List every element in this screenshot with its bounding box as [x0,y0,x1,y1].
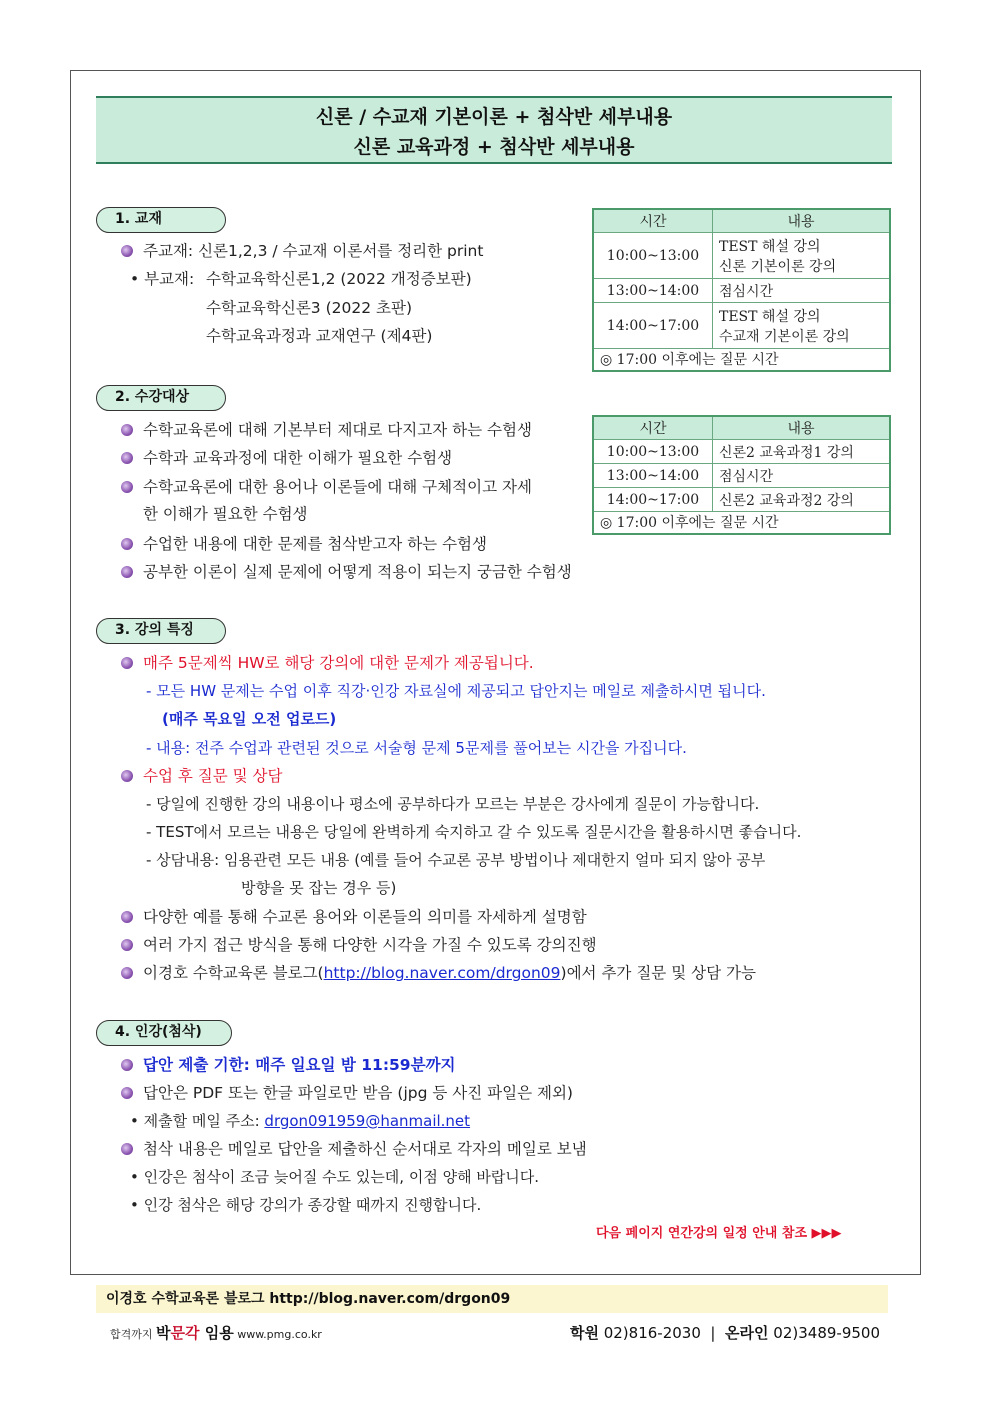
bullet-icon [121,452,133,464]
row-content [713,233,891,279]
table-row [593,488,890,512]
bullet-icon [121,967,133,979]
publisher-logo [110,1322,322,1343]
order: 첨삭 내용은 메일로 답안을 제출하신 순서대로 각자의 메일로 보냄 [143,1140,587,1158]
table-row [593,349,890,371]
qa-detail-2: - TEST에서 모르는 내용은 당일에 완벽하게 숙지하고 갈 수 있도록 질문시간을 활용하시면 좋습니다. [146,823,802,841]
row-time: 10:00~13:00 [593,440,713,464]
blog-suffix: )에서 추가 질문 및 상담 가능 [560,964,756,982]
row-time: 14:00~17:00 [593,303,713,349]
target-item: 수학교육론에 대한 용어나 이론들에 대해 구체적이고 자세 [143,478,532,496]
footer-blog-bar: 이경호 수학교육론 블로그 http://blog.naver.com/drgon09 [96,1285,888,1313]
textbook-main: 주교재: 신론1,2,3 / 수교재 이론서를 정리한 print [143,242,484,260]
deadline: 답안 제출 기한: 매주 일요일 밤 11:59분까지 [143,1056,456,1074]
bullet-icon [121,538,133,550]
hw-detail-2: - 내용: 전주 수업과 관련된 것으로 서술형 문제 5문제를 풀어보는 시간을 가집니다. [146,739,687,757]
section-features-heading: 3. 강의 특징 [96,618,226,644]
online-label: 온라인 [725,1324,769,1342]
row-content: 점심시간 [713,279,891,303]
contact-separator: | [710,1324,716,1342]
row-time: 13:00~14:00 [593,279,713,303]
row-time: 14:00~17:00 [593,488,713,512]
row-content: 신론2 교육과정2 강의 [713,488,891,512]
feature-blog [143,962,756,984]
target-item: 공부한 이론이 실제 문제에 어떻게 적용이 되는지 궁금한 수험생 [143,563,572,581]
mail-row [130,1110,470,1132]
bullet-icon [121,1059,133,1071]
bullet-icon [121,770,133,782]
table-row [593,440,890,464]
table-header-time: 시간 [593,416,713,440]
bullet-icon [121,1143,133,1155]
academy-label: 학원 [569,1324,599,1342]
blog-link[interactable]: http://blog.naver.com/drgon09 [323,964,561,982]
schedule-table-2 [592,415,891,535]
title-line-2: 신론 교육과정 + 첨삭반 세부내용 [353,136,635,158]
mail-label: • 제출할 메일 주소: [130,1112,260,1130]
contact-info [570,1322,880,1343]
logo-brand [156,1324,234,1342]
row-content [713,303,891,349]
row-time: 10:00~13:00 [593,233,713,279]
textbook-sub-3: 수학교육과정과 교재연구 (제4판) [206,327,433,345]
table-row [593,464,890,488]
row-content-line: 수교재 기본이론 강의 [719,328,850,345]
mail-link[interactable]: drgon091959@hanmail.net [264,1112,471,1130]
format: 답안은 PDF 또는 한글 파일로만 받음 (jpg 등 사진 파일은 제외) [143,1084,573,1102]
table-header-content: 내용 [713,416,891,440]
textbook-sub-label: • 부교재: [130,270,195,288]
target-item: 수업한 내용에 대한 문제를 첨삭받고자 하는 수험생 [143,535,487,553]
table-row [593,303,890,349]
target-item-cont: 한 이해가 필요한 수험생 [143,505,308,523]
academy-phone: 02)816-2030 [603,1324,701,1342]
table-header-content: 내용 [713,209,891,233]
table-row [593,233,890,279]
feature-item: 여러 가지 접근 방식을 통해 다양한 시각을 가질 수 있도록 강의진행 [143,936,597,954]
logo-slogan: 합격까지 [110,1328,153,1341]
section-online-heading: 4. 인강(첨삭) [96,1020,232,1046]
hw-title: 매주 5문제씩 HW로 해당 강의에 대한 문제가 제공됩니다. [143,654,534,672]
target-item: 수학과 교육과정에 대한 이해가 필요한 수험생 [143,449,453,467]
table-header-time: 시간 [593,209,713,233]
feature-item: 다양한 예를 통해 수교론 용어와 이론들의 의미를 자세하게 설명함 [143,908,587,926]
row-content-line: TEST 해설 강의 [719,308,821,325]
qa-detail-3: - 상담내용: 임용관련 모든 내용 (예를 들어 수교론 공부 방법이나 제대한지 얼마 되지 않아 공부 [146,851,766,869]
bullet-icon [121,566,133,578]
bullet-icon [121,939,133,951]
section-target-heading: 2. 수강대상 [96,385,226,411]
bullet-icon [121,481,133,493]
table-note: ◎ 17:00 이후에는 질문 시간 [593,349,890,371]
section-textbook-heading: 1. 교재 [96,207,226,233]
row-content-line: TEST 해설 강의 [719,238,821,255]
next-page-note: 다음 페이지 연간강의 일정 안내 참조 ▶▶▶ [596,1226,842,1241]
hw-detail-1: - 모든 HW 문제는 수업 이후 직강·인강 자료실에 제공되고 답안지는 메일로 제출하시면 됩니다. [146,682,766,700]
table-row [593,279,890,303]
bullet-icon [121,245,133,257]
logo-brand-2: 문각 [170,1324,200,1342]
bullet-icon [121,1087,133,1099]
qa-title: 수업 후 질문 및 상담 [143,767,283,785]
title-box [96,96,892,164]
textbook-sub-1: 수학교육학신론1,2 (2022 개정증보판) [206,270,472,288]
bullet-icon [121,424,133,436]
online-phone: 02)3489-9500 [773,1324,880,1342]
target-item: 수학교육론에 대해 기본부터 제대로 다지고자 하는 수험생 [143,421,532,439]
logo-brand-3: 임용 [199,1324,234,1342]
row-content: 점심시간 [713,464,891,488]
hw-detail-1b: (매주 목요일 오전 업로드) [162,710,337,728]
online-note-2: • 인강 첨삭은 해당 강의가 종강할 때까지 진행합니다. [130,1196,482,1214]
logo-site: www.pmg.co.kr [237,1328,322,1341]
row-content: 신론2 교육과정1 강의 [713,440,891,464]
schedule-table-1 [592,208,891,372]
online-note-1: • 인강은 첨삭이 조금 늦어질 수도 있는데, 이점 양해 바랍니다. [130,1168,540,1186]
row-content-line: 신론 기본이론 강의 [719,258,837,275]
textbook-sub-2: 수학교육학신론3 (2022 초판) [206,299,413,317]
row-time: 13:00~14:00 [593,464,713,488]
blog-prefix: 이경호 수학교육론 블로그( [143,964,324,982]
logo-brand-1: 박 [156,1324,171,1342]
table-note: ◎ 17:00 이후에는 질문 시간 [593,512,890,534]
qa-detail-3b: 방향을 못 잡는 경우 등) [241,879,397,897]
table-row [593,512,890,534]
bullet-icon [121,657,133,669]
bullet-icon [121,911,133,923]
qa-detail-1: - 당일에 진행한 강의 내용이나 평소에 공부하다가 모르는 부분은 강사에게 질문이 가능합니다. [146,795,760,813]
title-line-1: 신론 / 수교재 기본이론 + 첨삭반 세부내용 [315,106,673,128]
